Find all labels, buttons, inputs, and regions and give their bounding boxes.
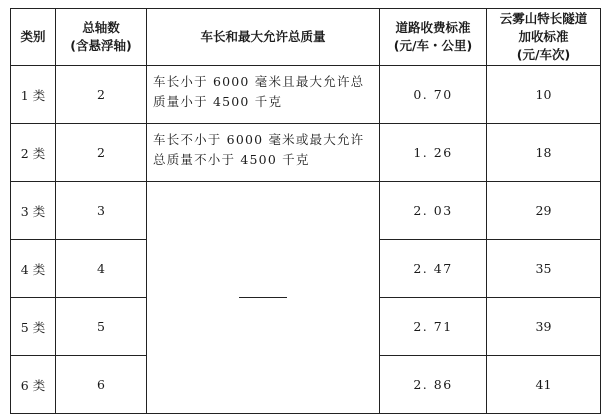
header-tunnel-subtitle: 加收标准 [518, 29, 569, 44]
row-road-fee: 1. 26 [380, 124, 487, 182]
header-road-fee-unit: (元/车・公里) [393, 38, 473, 53]
header-category: 类别 [11, 9, 56, 66]
row-axle-count: 3 [56, 182, 147, 240]
header-axle-count [56, 9, 147, 66]
header-tunnel-title: 云雾山特长隧道 [499, 11, 588, 26]
vehicle-toll-fee-table [10, 8, 601, 414]
row-tunnel-surcharge: 10 [487, 66, 601, 124]
header-vehicle-spec: 车长和最大允许总质量 [147, 9, 380, 66]
row-category: 2 类 [11, 124, 56, 182]
row-road-fee: 2. 86 [380, 356, 487, 414]
row-tunnel-surcharge: 41 [487, 356, 601, 414]
row-vehicle-spec: 车长不小于 6000 毫米或最大允许总质量不小于 4500 千克 [147, 124, 380, 182]
header-road-fee [380, 9, 487, 66]
row-vehicle-spec: 车长小于 6000 毫米且最大允许总质量小于 4500 千克 [147, 66, 380, 124]
row-category: 3 类 [11, 182, 56, 240]
row-axle-count: 2 [56, 124, 147, 182]
header-road-fee-title: 道路收费标准 [395, 20, 471, 35]
row-category: 4 类 [11, 240, 56, 298]
row-tunnel-surcharge: 39 [487, 298, 601, 356]
row-axle-count: 5 [56, 298, 147, 356]
row-category: 5 类 [11, 298, 56, 356]
not-applicable-dash [239, 297, 287, 298]
row-category: 6 类 [11, 356, 56, 414]
header-tunnel-unit: (元/车次) [516, 47, 571, 62]
header-axle-count-title: 总轴数 [82, 20, 120, 35]
table-row [11, 66, 601, 124]
header-axle-count-note: (含悬浮轴) [70, 38, 132, 53]
row-axle-count: 2 [56, 66, 147, 124]
row-road-fee: 2. 47 [380, 240, 487, 298]
table-header-row [11, 9, 601, 66]
row-road-fee: 2. 03 [380, 182, 487, 240]
header-tunnel-surcharge [487, 9, 601, 66]
row-vehicle-spec-merged [147, 182, 380, 414]
table-row [11, 182, 601, 240]
row-tunnel-surcharge: 35 [487, 240, 601, 298]
row-road-fee: 0. 70 [380, 66, 487, 124]
row-tunnel-surcharge: 18 [487, 124, 601, 182]
row-axle-count: 6 [56, 356, 147, 414]
row-tunnel-surcharge: 29 [487, 182, 601, 240]
row-road-fee: 2. 71 [380, 298, 487, 356]
table-row [11, 124, 601, 182]
row-category: 1 类 [11, 66, 56, 124]
row-axle-count: 4 [56, 240, 147, 298]
